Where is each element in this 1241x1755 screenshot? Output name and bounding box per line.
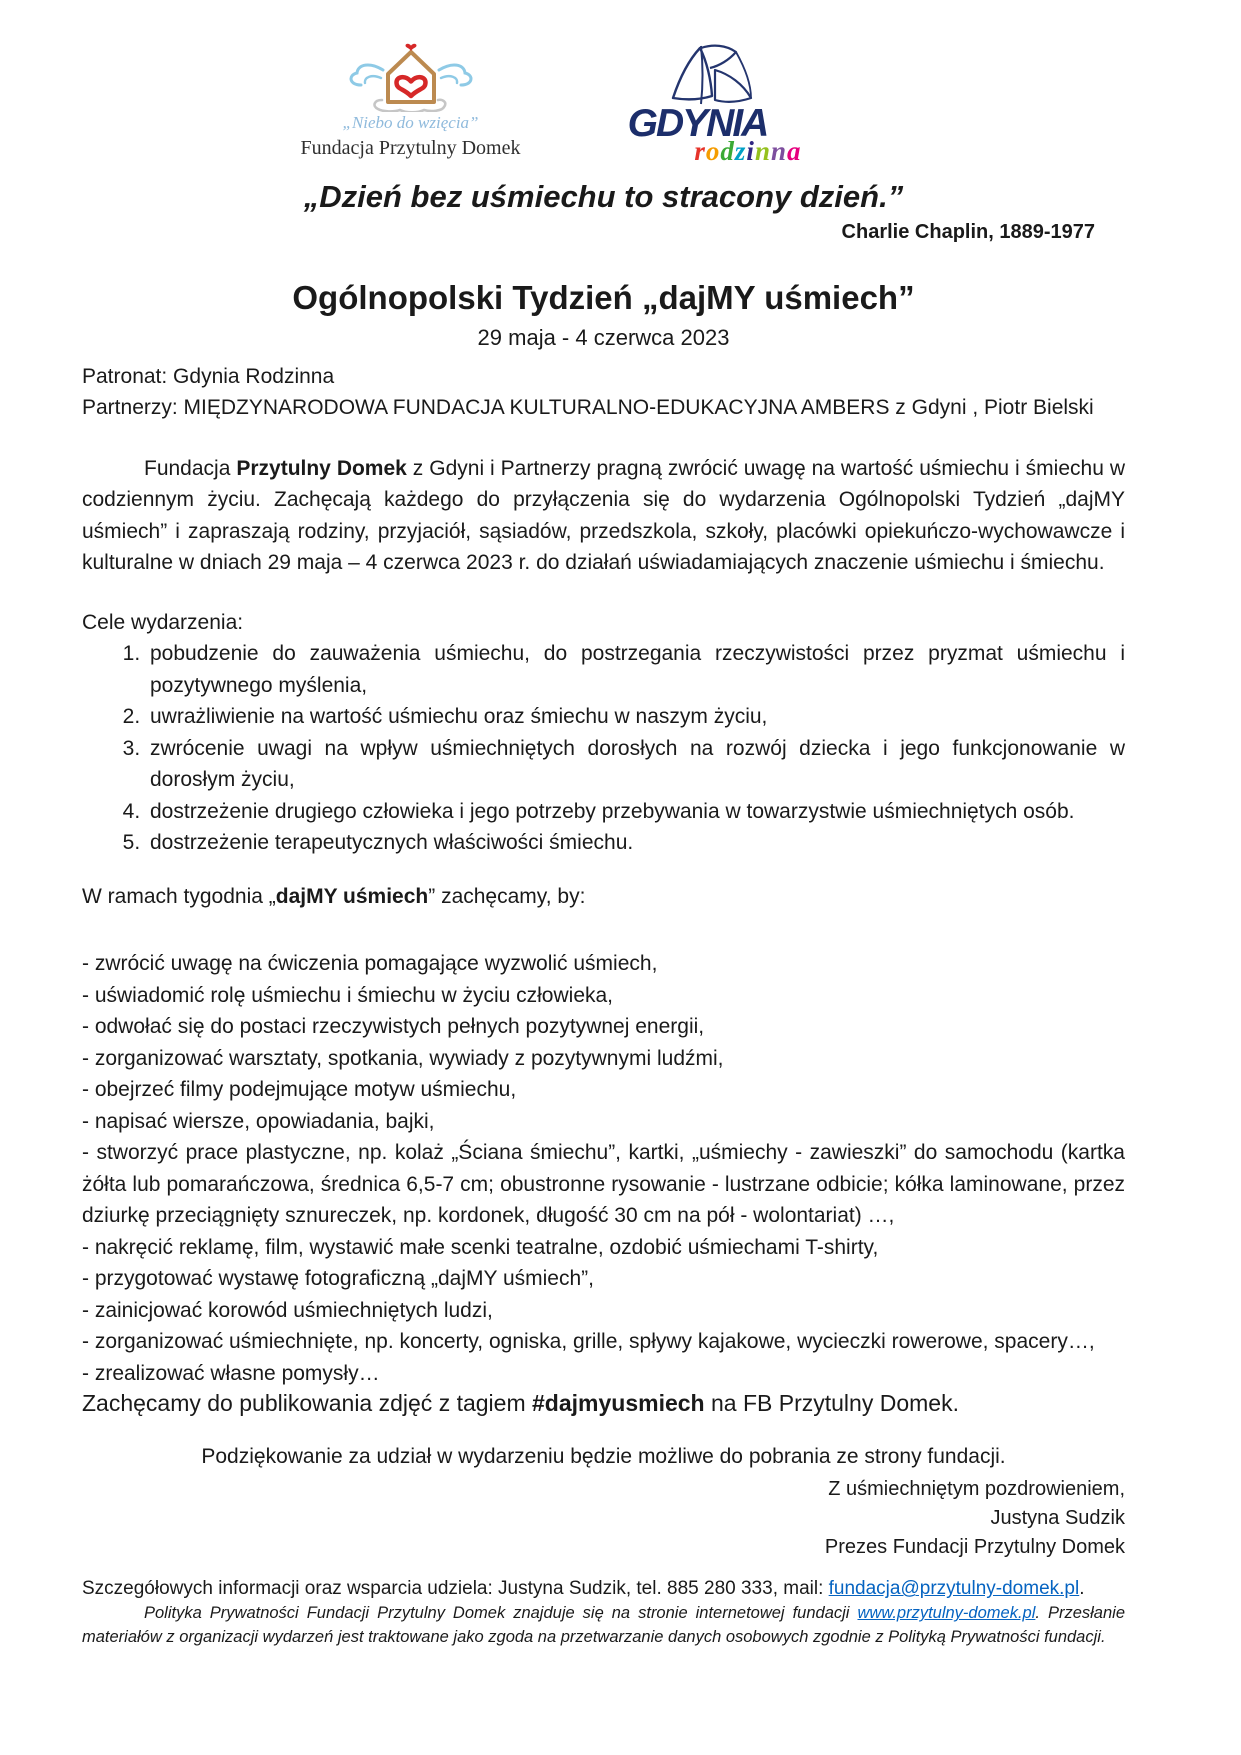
website-link[interactable]: www.przytulny-domek.pl <box>857 1604 1036 1623</box>
activity-item: - nakręcić reklamę, film, wystawić małe scenki teatralne, ozdobić uśmiechami T-shirty, <box>82 1235 879 1259</box>
activity-item: - uświadomić rolę uśmiechu i śmiechu w życiu człowieka, <box>82 983 614 1007</box>
rodzinna-letter: z <box>734 136 747 167</box>
goal-item: 1. pobudzenie do zauważenia uśmiechu, do postrzegania rzeczywistości przez pryzmat uśmiechu i pozytywnego myślenia, <box>146 638 1125 701</box>
event-dates: 29 maja - 4 czerwca 2023 <box>477 324 730 350</box>
rodzinna-letter: a <box>787 136 802 167</box>
goal-item: 4. dostrzeżenie drugiego człowieka i jego potrzeby przebywania w towarzystwie uśmiechniętych osób. <box>146 796 1125 828</box>
house-heart-logo-icon <box>336 40 486 112</box>
goals-list <box>82 638 1125 859</box>
cta-suffix: na FB Przytulny Domek. <box>704 1390 959 1417</box>
signature-block <box>82 1475 1125 1562</box>
activity-item: - zainicjować korowód uśmiechniętych ludzi, <box>82 1298 493 1322</box>
rodzinna-wordmark <box>694 136 802 167</box>
quote-attribution: Charlie Chaplin, 1889-1977 <box>841 221 1095 244</box>
email-link[interactable]: fundacja@przytulny-domek.pl <box>828 1578 1080 1600</box>
quote-text: „Dzień bez uśmiechu to stracony dzień.” <box>303 179 904 215</box>
contact-suffix: . <box>1079 1578 1085 1600</box>
rodzinna-letter: o <box>705 136 721 167</box>
signer-role: Prezes Fundacji Przytulny Domek <box>824 1536 1125 1559</box>
activity-item: - zorganizować warsztaty, spotkania, wywiady z pozytywnymi ludźmi, <box>82 1046 724 1070</box>
goal-item: 3. zwrócenie uwagi na wpływ uśmiechniętych dorosłych na rozwój dziecka i jego funkcjonowanie w dorosłym życiu, <box>146 733 1125 796</box>
activities-list <box>82 948 1125 1389</box>
privacy-note <box>82 1602 1125 1650</box>
signoff-line: Z uśmiechniętym pozdrowieniem, <box>828 1478 1125 1501</box>
partners-line: Partnerzy: MIĘDZYNARODOWA FUNDACJA KULTURALNO-EDUKACYJNA AMBERS z Gdyni , Piotr Bielski <box>82 395 1094 419</box>
event-title: Ogólnopolski Tydzień „dajMY uśmiech” <box>292 279 915 317</box>
activity-item: - obejrzeć filmy podejmujące motyw uśmiechu, <box>82 1078 517 1102</box>
fpd-tagline: „Niebo do wzięcia” <box>342 113 479 132</box>
fpd-name: Fundacja Przytulny Domek <box>300 136 521 159</box>
gdynia-wordmark: GDYNIA <box>627 102 768 145</box>
intro-rest: z Gdyni i Partnerzy pragną zwrócić uwagę na wartość uśmiechu i śmiechu w codziennym życiu. Zachęcają każdego do przyłączenia się do wydarzenia Ogólnopolski Tydzień „dajMY uśmiech” i zapraszają rodziny, przyjaciół, sąsiadów, przedszkola, szkoły, placówki opiekuńczo-wychowawcze i kulturalne w dniach 29 maja – 4 czerwca 2023 r. do działań uświadamiających znaczenie uśmiechu i śmiechu. <box>82 456 1125 575</box>
contact-prefix: Szczegółowych informacji oraz wsparcia udziela: Justyna Sudzik, tel. 885 280 333, mail: <box>82 1578 829 1600</box>
header-logos <box>20 40 1063 167</box>
activity-item: - napisać wiersze, opowiadania, bajki, <box>82 1109 435 1133</box>
week-intro-bold: dajMY uśmiech <box>275 884 429 908</box>
goal-item: 2. uwrażliwienie na wartość uśmiechu oraz śmiechu w naszym życiu, <box>146 701 1125 733</box>
gdynia-rodzinna-logo <box>588 40 808 167</box>
rodzinna-letter: d <box>720 136 735 167</box>
intro-bold-name: Przytulny Domek <box>236 456 407 480</box>
week-intro-prefix: W ramach tygodnia „ <box>82 884 276 908</box>
week-intro-line <box>82 881 1125 913</box>
privacy-part2: . Przesłanie materiałów z organizacji wydarzeń jest traktowane jako zgoda na przetwarzanie danych osobowych zgodnie z Polityką Prywatności fundacji. <box>82 1604 1125 1647</box>
activity-item: - zrealizować własne pomysły… <box>82 1361 380 1385</box>
privacy-part1: Polityka Prywatności Fundacji Przytulny Domek znajduje się na stronie internetowej fundacji <box>144 1604 858 1623</box>
activity-item: - zorganizować uśmiechnięte, np. koncerty, ogniska, grille, spływy kajakowe, wycieczki rowerowe, spacery…, <box>82 1330 1095 1354</box>
activity-item: - przygotować wystawę fotograficzną „dajMY uśmiech”, <box>82 1267 594 1291</box>
cta-line <box>82 1390 1125 1417</box>
goals-heading: Cele wydarzenia: <box>82 610 244 634</box>
fundacja-przytulny-domek-logo <box>276 40 546 160</box>
sailing-ship-icon <box>623 40 773 110</box>
cta-prefix: Zachęcamy do publikowania zdjęć z tagiem <box>82 1390 533 1417</box>
rodzinna-letter: n <box>770 136 787 167</box>
rodzinna-letter: r <box>694 136 706 167</box>
intro-prefix: Fundacja <box>144 456 237 480</box>
week-intro-suffix: ” zachęcamy, by: <box>428 884 586 908</box>
signer-name: Justyna Sudzik <box>990 1507 1125 1530</box>
activity-item: - odwołać się do postaci rzeczywistych pełnych pozytywnej energii, <box>82 1015 705 1039</box>
contact-line <box>82 1578 1125 1600</box>
goal-item: 5. dostrzeżenie terapeutycznych właściwości śmiechu. <box>146 827 1125 859</box>
cta-hashtag: #dajmyusmiech <box>532 1390 705 1417</box>
rodzinna-letter: i <box>746 136 755 167</box>
patronat-line: Patronat: Gdynia Rodzinna <box>82 364 335 388</box>
intro-paragraph <box>82 453 1125 579</box>
activity-item: - zwrócić uwagę na ćwiczenia pomagające wyzwolić uśmiech, <box>82 952 658 976</box>
activity-item: - stworzyć prace plastyczne, np. kolaż „Ściana śmiechu”, kartki, „uśmiechy - zawieszki” do samochodu (kartka żółta lub pomarańczowa, średnica 6,5-7 cm; obustronne rysowanie - lustrzane odbicie; kółka laminowane, przez dziurkę przeciągnięty sznureczek, np. kordonek, długość 30 cm na pół - wolontariat) …, <box>82 1141 1125 1228</box>
rodzinna-letter: n <box>754 136 771 167</box>
thanks-line: Podziękowanie za udział w wydarzeniu będzie możliwe do pobrania ze strony fundacji. <box>201 1445 1006 1469</box>
